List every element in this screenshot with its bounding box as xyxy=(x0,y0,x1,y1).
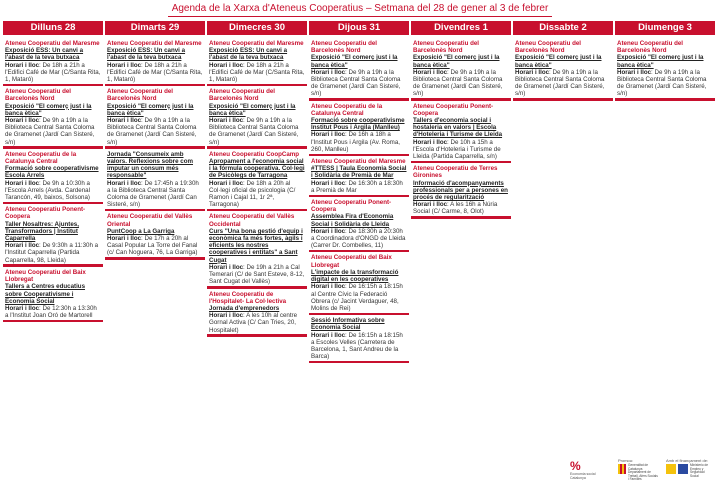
senyera-icon xyxy=(618,464,626,474)
event-details: : De 9h a 19h a la Biblioteca Central Santa Coloma de Gramenet (Jardí Can Sisteré, s/n) xyxy=(617,68,707,98)
event-details: : De 9h a 19h a la Biblioteca Central Santa Coloma de Gramenet (Jardí Can Sisteré, s/n) xyxy=(515,68,605,98)
event-title-link[interactable]: Jornada d'emprenedors xyxy=(209,304,280,312)
event-organizer: Ateneu Cooperatiu del Baix Llobregat xyxy=(311,254,392,269)
day-column xyxy=(207,21,307,441)
schedule-label: Horari i lloc xyxy=(209,61,244,69)
event-title-link[interactable]: Exposició "El comerç just i la banca ètica" xyxy=(5,102,92,117)
day-column xyxy=(411,21,511,441)
event-item xyxy=(105,150,205,211)
event-title-link[interactable]: Formació sobre cooperativisme Escola Arrels xyxy=(5,165,99,180)
day-column xyxy=(309,21,409,441)
event-item xyxy=(207,290,307,336)
schedule-label: Horari i lloc xyxy=(617,68,652,76)
day-header: Dimarts 29 xyxy=(105,21,205,35)
schedule-label: Horari i lloc xyxy=(311,131,346,139)
schedule-label: Horari i lloc xyxy=(311,68,346,76)
schedule-label: Horari i lloc xyxy=(107,117,142,125)
event-organizer: Ateneu Cooperatiu de Terres Gironines xyxy=(413,165,498,180)
event-item xyxy=(411,39,511,100)
event-title-link[interactable]: Exposició ESS: Un canvi a l'abast de la teva butxaca xyxy=(209,47,288,62)
event-details: : De 9h a 19h a la Biblioteca Central Santa Coloma de Gramenet (Jardí Can Sisteré, s/n) xyxy=(209,117,299,146)
event-organizer: Ateneu Cooperatiu del Maresme xyxy=(311,158,406,166)
schedule-label: Horari i lloc xyxy=(209,117,244,125)
day-header: Dimecres 30 xyxy=(207,21,307,35)
event-details: : De 9h a 10:30h a l'Escola Arrels (Avda. Cardenal Tarancón, 49, baixos, Solsona) xyxy=(5,179,90,202)
event-title-link[interactable]: Exposició "El comerç just i la banca ètica" xyxy=(209,102,296,117)
schedule-label: Horari i lloc xyxy=(311,283,346,291)
event-organizer: Ateneu Cooperatiu del Maresme xyxy=(107,40,202,47)
event-title-link[interactable]: Curs "Una bona gestió d'equip i econòmica fa més fortes, àgils i eficients les nostres cooperatives i entitats" a Sant Cugat xyxy=(209,227,303,264)
schedule-label: Horari i lloc xyxy=(5,61,40,69)
schedule-label: Horari i lloc xyxy=(515,68,550,76)
event-organizer: Ateneu Cooperatiu de la Catalunya Central xyxy=(5,150,77,166)
event-organizer: Ateneu Cooperatiu del Vallès Occidental xyxy=(209,213,295,228)
event-item xyxy=(309,198,409,251)
schedule-label: Horari i lloc xyxy=(413,201,448,209)
ministerio-text: Ministerio de Empleo y Seguridad Social xyxy=(690,463,709,478)
event-item xyxy=(3,39,103,85)
event-item xyxy=(513,39,613,100)
event-details: : De 17h a 20h al Casal Popular La Torre del Fanal (c/ Can Noguera, 76, La Garriga) xyxy=(107,235,198,257)
agenda-grid xyxy=(3,21,717,441)
schedule-label: Horari i lloc xyxy=(413,68,448,76)
event-organizer: Ateneu Cooperatiu del Barcelonès Nord xyxy=(413,40,480,55)
flag-icon xyxy=(678,464,688,474)
event-organizer: Ateneu Cooperatiu del Barcelonès Nord xyxy=(209,88,276,103)
schedule-label: Horari i lloc xyxy=(5,179,40,187)
event-title-link[interactable]: Exposició ESS: Un canvi a l'abast de la teva butxaca xyxy=(107,47,186,62)
event-title-link[interactable]: Exposició "El comerç just i la banca ètica" xyxy=(107,102,194,117)
event-title-link[interactable]: Sessió Informativa sobre Economia Social xyxy=(311,317,385,332)
event-item xyxy=(207,212,307,287)
event-title-link[interactable]: Exposició "El comerç just i la banca ètica" xyxy=(617,54,704,69)
event-organizer: Ateneu Cooperatiu del Barcelonès Nord xyxy=(311,40,378,55)
percent-icon: % xyxy=(570,459,581,473)
event-item xyxy=(105,39,205,85)
event-organizer: Ateneu Cooperatiu de la Catalunya Central xyxy=(311,102,383,117)
day-column xyxy=(615,21,715,441)
event-item xyxy=(411,102,511,163)
schedule-label: Horari i lloc xyxy=(5,117,40,125)
event-item xyxy=(105,212,205,258)
event-title-link[interactable]: Assemblea Fira d'Economia Social i Solidària de Lleida xyxy=(311,213,394,228)
event-item xyxy=(615,39,715,100)
event-title-link[interactable]: PuntCoop a La Garriga xyxy=(107,227,175,235)
schedule-label: Horari i lloc xyxy=(107,179,142,187)
event-organizer: Ateneu Cooperatiu del Maresme xyxy=(5,40,100,47)
schedule-label: Horari i lloc xyxy=(209,263,244,271)
event-title-link[interactable]: Tallers d'economia social i hostaleria en valors | Escola d'Hoteleria i Turisme de Lleida xyxy=(413,117,503,139)
event-details: : De 16:15h a 18:15h al Centre Cívic la Federació Obrera (c/ Jacint Verdaguer, 48, Molins de Rei) xyxy=(311,283,403,312)
schedule-label: Horari i lloc xyxy=(209,179,244,187)
event-organizer: Ateneu Cooperatiu del Baix Llobregat xyxy=(5,268,86,284)
event-item xyxy=(411,164,511,217)
event-title-link[interactable]: Exposició "El comerç just i la banca ètica" xyxy=(311,54,398,69)
event-title-link[interactable]: Taller Nosaltres: Ajuntes, Transformadors | Institut Caparrella xyxy=(5,220,79,243)
event-item xyxy=(309,316,409,362)
event-item xyxy=(309,157,409,196)
event-details: : De 18:30h a 20:30h a Coordinadora d'ONGD de Lleida (Carrer Dr. Combelles, 11) xyxy=(311,227,406,250)
event-organizer: Ateneu Cooperatiu del Barcelonès Nord xyxy=(515,40,582,55)
event-item xyxy=(105,87,205,148)
event-organizer: Ateneu Cooperatiu CoopCamp xyxy=(209,150,300,158)
promou-label: Promou: xyxy=(618,458,634,463)
event-organizer: Ateneu Cooperatiu del Maresme xyxy=(209,40,304,47)
event-details: : De 9h a 19h a la Biblioteca Central Santa Coloma de Gramenet (Jardí Can Sisteré, s/n) xyxy=(5,117,95,146)
event-title-link[interactable]: Exposició "El comerç just i la banca ètica" xyxy=(515,54,602,69)
event-details: : De 18h a 21h a l'Edifici Café de Mar (C/Santa Rita, 1, Mataró) xyxy=(107,61,203,84)
event-details: : De 9:30h a 11:30h a l'Institut Caparrella (Partida Caparrella, 98, Lleida) xyxy=(5,242,99,264)
event-item xyxy=(3,150,103,203)
suport-label: Amb el finançament de: xyxy=(666,458,709,463)
event-details: : De 18h a 21h a l'Edifici Café de Mar (C/Santa Rita, 1, Mataró) xyxy=(5,61,101,84)
schedule-label: Horari i lloc xyxy=(5,304,40,312)
event-organizer: Ateneu Cooperatiu del Vallès Oriental xyxy=(107,213,193,228)
event-organizer: Ateneu Cooperatiu Ponent-Coopera xyxy=(5,206,86,221)
event-item xyxy=(309,253,409,314)
event-title-link[interactable]: Jornada "Consumeix amb valors. Reflexions sobre com imputar un consum més responsable" xyxy=(107,150,193,180)
event-item xyxy=(207,39,307,85)
event-organizer: Ateneu Cooperatiu del Barcelonès Nord xyxy=(5,88,72,103)
schedule-label: Horari i lloc xyxy=(209,312,244,320)
economia-social-logo xyxy=(570,460,598,480)
event-title-link[interactable]: Apropament a l'economia social i la fórmula cooperativa. Col·legi de Psicòlegs de Tarragona xyxy=(209,158,305,180)
logo-text: Economia social Catalunya xyxy=(570,472,596,480)
event-details: : De 9h a 19h a la Biblioteca Central Santa Coloma de Gramenet (Jardí Can Sisteré, s/n) xyxy=(413,68,503,98)
day-header: Dilluns 28 xyxy=(3,21,103,35)
event-details: : De 18h a 20h al Col·legi oficial de psicologia (C/ Ramon i Cajal 11, 1r 2ª, Tarragona) xyxy=(209,179,296,209)
event-details: : De 9h a 19h a la Biblioteca Central Santa Coloma de Gramenet (Jardí Can Sisteré, s/n) xyxy=(311,68,401,98)
event-organizer: Ateneu Cooperatiu Ponent-Coopera xyxy=(413,102,494,117)
event-details: : De 16:30h a 18:30h a Premià de Mar xyxy=(311,179,403,194)
event-title-link[interactable]: Formació sobre cooperativisme Institut Pous i Argila (Manlleu) xyxy=(311,117,405,132)
event-title-link[interactable]: Exposició "El comerç just i la banca ètica" xyxy=(413,54,500,69)
day-header: Dissabte 2 xyxy=(513,21,613,35)
event-title-link[interactable]: Tallers a Centres educatius sobre Cooperativisme i Economia Social xyxy=(5,283,86,305)
event-details: : De 16:15h a 18:15h a Escoles Velles (Carretera de Barcelona, 1, Sant Andreu de la Barca) xyxy=(311,331,403,361)
day-header: Divendres 1 xyxy=(411,21,511,35)
event-details: : De 10h a 15h a l'Escola d'Hoteleria i Turisme de Lleida (Partida Caparrella, s/n) xyxy=(413,138,501,161)
event-details: : De 9h a 19h a la Biblioteca Central Santa Coloma de Gramenet (Jardí Can Sisteré, s/n) xyxy=(107,117,197,146)
event-details: : A les 16h a Núria Social (C/ Carme, 8, Olot) xyxy=(413,201,498,216)
day-column xyxy=(105,21,205,441)
schedule-label: Horari i lloc xyxy=(311,227,346,235)
schedule-label: Horari i lloc xyxy=(311,179,346,187)
event-organizer: Ateneu Cooperatiu del Barcelonès Nord xyxy=(617,40,684,55)
event-organizer: Ateneu Cooperatiu del Barcelonès Nord xyxy=(107,88,174,103)
event-details: : De 12:30h a 13:30h a l'Institut Joan Oró de Martorell xyxy=(5,304,97,320)
event-item xyxy=(3,87,103,148)
event-details: : De 16h a 18h a l'Institut Pous i Argila (Av. Roma, 260, Manlleu) xyxy=(311,131,400,153)
schedule-label: Horari i lloc xyxy=(311,331,346,339)
event-details: : De 19h a 21h a Cal Temerari (C/ de Sant Esteve, 8-12, Sant Cugat del Vallès) xyxy=(209,263,305,286)
event-title-link[interactable]: #TTESS | Taula Economia Social i Solidària de Premià de Mar xyxy=(311,165,407,180)
ministerio-logo xyxy=(666,464,712,478)
event-title-link[interactable]: Exposició ESS: Un canvi a l'abast de la teva butxaca xyxy=(5,47,84,62)
event-item xyxy=(207,150,307,211)
event-item xyxy=(309,39,409,100)
event-title-link[interactable]: L'impacte de la transformació digital en les cooperatives xyxy=(311,268,399,284)
event-details: : A les 10h al centre Gornal Activa (C/ Can Tries, 20, Hospitalet) xyxy=(209,312,298,334)
event-details: : De 18h a 21h a l'Edifici Café de Mar (C/Santa Rita, 1, Mataró) xyxy=(209,61,305,84)
event-details: : De 17:45h a 19:30h a la Biblioteca Central Santa Coloma de Gramenet (Jardí Can Sisteré, s/n) xyxy=(107,179,199,209)
day-column xyxy=(3,21,103,441)
event-organizer: Ateneu Cooperatiu Ponent-Coopera xyxy=(311,199,392,214)
schedule-label: Horari i lloc xyxy=(413,138,448,146)
generalitat-logo xyxy=(618,463,660,482)
event-organizer: Ateneu Cooperatiu de l'Hospitalet- La Col·lectiva xyxy=(209,290,287,305)
day-header: Dijous 31 xyxy=(309,21,409,35)
flag-icon xyxy=(666,464,676,474)
event-item xyxy=(3,205,103,266)
schedule-label: Horari i lloc xyxy=(5,242,40,250)
page-title: Agenda de la Xarxa d'Ateneus Cooperatius – Setmana del 28 de gener al 3 de febrer xyxy=(168,3,552,17)
schedule-label: Horari i lloc xyxy=(107,61,142,69)
event-item xyxy=(309,102,409,155)
event-item xyxy=(207,87,307,148)
schedule-label: Horari i lloc xyxy=(107,235,142,243)
event-item xyxy=(3,268,103,321)
day-column xyxy=(513,21,613,441)
footer-logos xyxy=(560,458,716,482)
event-title-link[interactable]: Informació d'acompanyaments professionals per a persones en procés de regularització xyxy=(413,179,508,202)
generalitat-text: Generalitat de Catalunya Departament de Treball, Afers Socials i Famílies xyxy=(628,463,658,482)
day-header: Diumenge 3 xyxy=(615,21,715,35)
